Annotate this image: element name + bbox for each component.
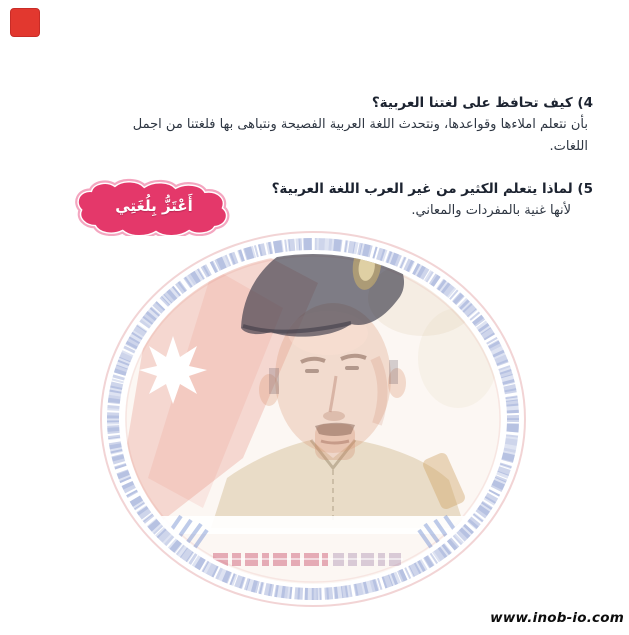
star-icon — [139, 336, 207, 404]
question-5: 5) لماذا يتعلم الكثير من غير العرب اللغة العربية؟ — [271, 181, 593, 197]
answer-4-line-2: اللغات. — [549, 139, 588, 154]
corner-marker — [10, 8, 40, 37]
answer-4-line-1: بأن نتعلم املاءها وقواعدها، ونتحدث اللغة العربية الفصيحة ونتباهى بها فلغتنا من اجمل — [132, 117, 588, 132]
badge-label: أَعْتَزُّ بِلُغَتِي — [115, 196, 193, 215]
emblem-watermark — [93, 228, 533, 610]
answer-5: لأنها غنية بالمفردات والمعاني. — [411, 203, 571, 218]
question-4: 4) كيف تحافظ على لغتنا العربية؟ — [371, 95, 593, 111]
pride-badge — [66, 178, 242, 236]
site-url-watermark: www.inob-io.com — [490, 610, 624, 626]
